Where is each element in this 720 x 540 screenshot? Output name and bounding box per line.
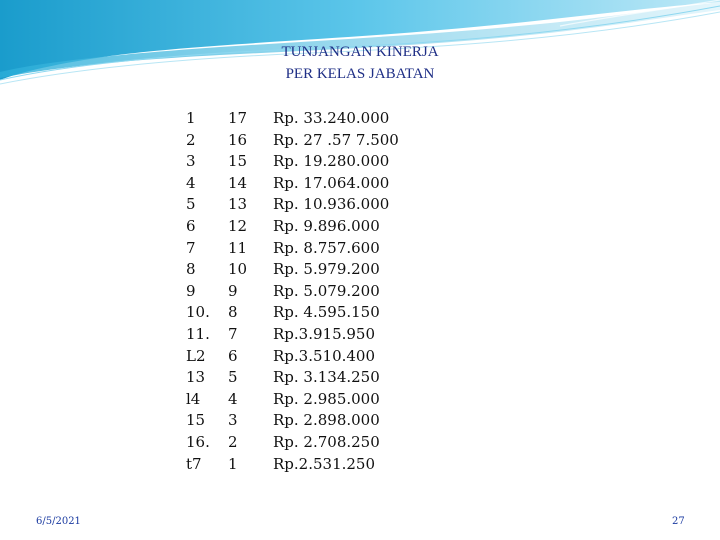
row-kelas: 13 [228,195,248,214]
row-kelas: 16 [228,130,248,149]
title-line-1: TUNJANGAN KINERJA [281,44,439,60]
row-number: 15 [186,411,206,430]
row-amount: Rp. 9.896.000 [273,216,380,235]
row-amount: Rp. 3.134.250 [273,368,380,387]
row-amount: Rp. 33.240.000 [273,109,390,127]
footer-page-number: 27 [672,516,685,527]
row-number: 9 [186,281,196,300]
row-amount: Rp. 5.079.200 [273,281,380,300]
row-kelas: 6 [228,346,238,365]
slide-title [200,41,520,85]
row-number: 2 [186,130,196,149]
row-kelas: 17 [228,109,248,127]
row-number: 1 [186,109,196,127]
row-number: 4 [186,173,196,192]
row-number: 7 [186,238,196,257]
row-amount: Rp. 17.064.000 [273,173,390,192]
row-kelas: 4 [228,389,238,408]
row-amount: Rp.3.915.950 [273,324,376,343]
row-amount: Rp. 2.898.000 [273,411,380,430]
row-kelas: 1 [228,454,238,473]
row-kelas: 2 [228,432,238,451]
row-kelas: 12 [228,216,248,235]
row-amount: Rp. 2.985.000 [273,389,380,408]
footer-date: 6/5/2021 [36,516,81,527]
row-kelas: 8 [228,303,238,322]
column-tunjangan-amount [273,108,399,475]
row-amount: Rp.2.531.250 [273,454,376,473]
row-kelas: 14 [228,173,248,192]
column-kelas-jabatan [228,108,247,475]
row-kelas: 9 [228,281,238,300]
row-number: 8 [186,260,196,279]
column-no [186,108,210,475]
row-number: l4 [186,389,201,408]
row-kelas: 7 [228,324,238,343]
row-kelas: 15 [228,152,248,171]
row-number: 16. [186,432,210,451]
row-amount: Rp. 10.936.000 [273,195,390,214]
row-number: 6 [186,216,196,235]
row-kelas: 11 [228,238,248,257]
row-amount: Rp. 8.757.600 [273,238,380,257]
row-number: 5 [186,195,196,214]
row-amount: Rp. 19.280.000 [273,152,390,171]
row-kelas: 5 [228,368,238,387]
row-amount: Rp. 4.595.150 [273,303,380,322]
row-amount: Rp. 5.979.200 [273,260,380,279]
row-amount: Rp. 2.708.250 [273,432,380,451]
row-number: 10. [186,303,210,322]
row-kelas: 10 [228,260,248,279]
title-line-2: PER KELAS JABATAN [285,66,435,82]
row-number: t7 [186,454,202,473]
row-amount: Rp.3.510.400 [273,346,376,365]
row-number: 11. [186,324,210,343]
row-amount: Rp. 27 .57 7.500 [273,130,399,149]
row-number: 3 [186,152,196,171]
row-number: L2 [186,346,206,365]
row-kelas: 3 [228,411,238,430]
row-number: 13 [186,368,206,387]
